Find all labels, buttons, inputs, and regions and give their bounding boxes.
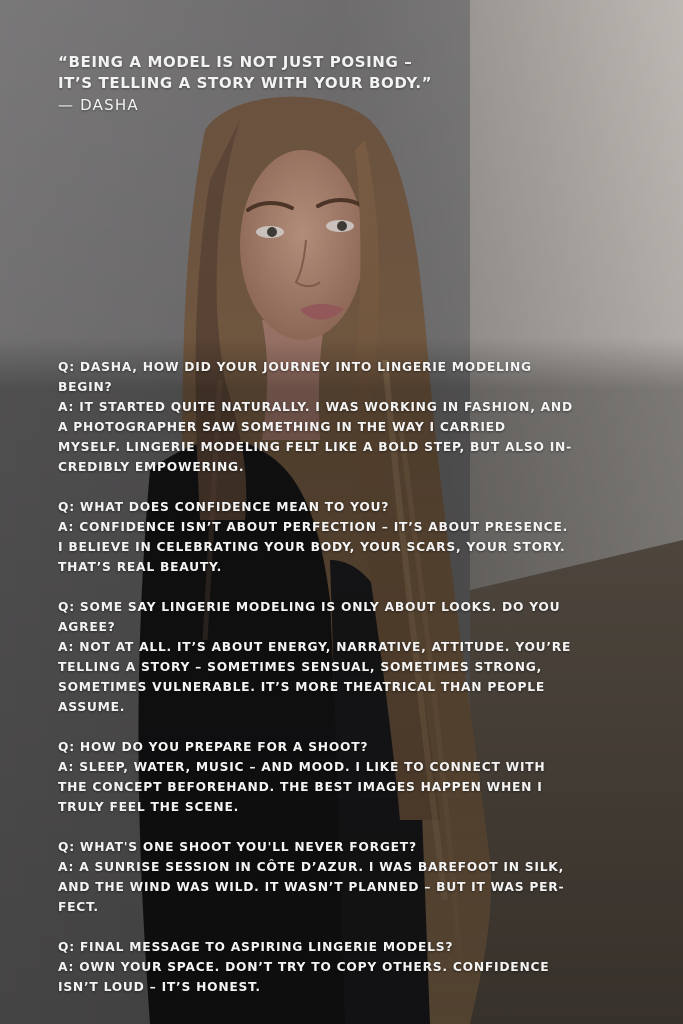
quote-author: — DASHA: [58, 96, 139, 114]
interview-item: [58, 837, 628, 917]
quote-line: IT’S TELLING A STORY WITH YOUR BODY.”: [58, 74, 433, 92]
interview-line: CREDIBLY EMPOWERING.: [58, 460, 245, 474]
interview-line: THE CONCEPT BEFOREHAND. THE BEST IMAGES HAPPEN WHEN I: [58, 780, 543, 794]
interview-line: Q: HOW DO YOU PREPARE FOR A SHOOT?: [58, 740, 369, 754]
interview-line: Q: DASHA, HOW DID YOUR JOURNEY INTO LINGERIE MODELING: [58, 360, 532, 374]
interview-item: [58, 937, 628, 997]
interview-line: THAT’S REAL BEAUTY.: [58, 560, 223, 574]
interview-item: [58, 737, 628, 817]
interview-line: ISN’T LOUD – IT’S HONEST.: [58, 980, 261, 994]
interview-line: TELLING A STORY – SOMETIMES SENSUAL, SOMETIMES STRONG,: [58, 660, 543, 674]
quote-line: “BEING A MODEL IS NOT JUST POSING –: [58, 53, 413, 71]
interview-item: [58, 497, 628, 577]
interview-line: A: A SUNRISE SESSION IN CÔTE D’AZUR. I WAS BAREFOOT IN SILK,: [58, 860, 564, 874]
interview-line: TRULY FEEL THE SCENE.: [58, 800, 240, 814]
interview-line: A: CONFIDENCE ISN’T ABOUT PERFECTION – IT’S ABOUT PRESENCE.: [58, 520, 569, 534]
interview-line: A: NOT AT ALL. IT’S ABOUT ENERGY, NARRATIVE, ATTITUDE. YOU’RE: [58, 640, 572, 654]
featured-quote: [58, 52, 658, 116]
interview-line: A PHOTOGRAPHER SAW SOMETHING IN THE WAY I CARRIED: [58, 420, 506, 434]
interview-line: Q: SOME SAY LINGERIE MODELING IS ONLY ABOUT LOOKS. DO YOU: [58, 600, 561, 614]
interview-line: ASSUME.: [58, 700, 126, 714]
interview-line: MYSELF. LINGERIE MODELING FELT LIKE A BOLD STEP, BUT ALSO IN-: [58, 440, 572, 454]
interview-line: AGREE?: [58, 620, 116, 634]
interview-line: I BELIEVE IN CELEBRATING YOUR BODY, YOUR SCARS, YOUR STORY.: [58, 540, 566, 554]
interview-line: AND THE WIND WAS WILD. IT WASN’T PLANNED – BUT IT WAS PER-: [58, 880, 565, 894]
interview-line: FECT.: [58, 900, 99, 914]
interview-text: [58, 357, 628, 1017]
interview-line: A: OWN YOUR SPACE. DON’T TRY TO COPY OTHERS. CONFIDENCE: [58, 960, 550, 974]
interview-item: [58, 597, 628, 717]
interview-line: Q: WHAT'S ONE SHOOT YOU'LL NEVER FORGET?: [58, 840, 417, 854]
interview-line: BEGIN?: [58, 380, 113, 394]
interview-item: [58, 357, 628, 477]
interview-line: A: IT STARTED QUITE NATURALLY. I WAS WORKING IN FASHION, AND: [58, 400, 573, 414]
interview-line: Q: FINAL MESSAGE TO ASPIRING LINGERIE MODELS?: [58, 940, 454, 954]
interview-line: SOMETIMES VULNERABLE. IT’S MORE THEATRICAL THAN PEOPLE: [58, 680, 545, 694]
interview-line: A: SLEEP, WATER, MUSIC – AND MOOD. I LIKE TO CONNECT WITH: [58, 760, 546, 774]
interview-line: Q: WHAT DOES CONFIDENCE MEAN TO YOU?: [58, 500, 390, 514]
